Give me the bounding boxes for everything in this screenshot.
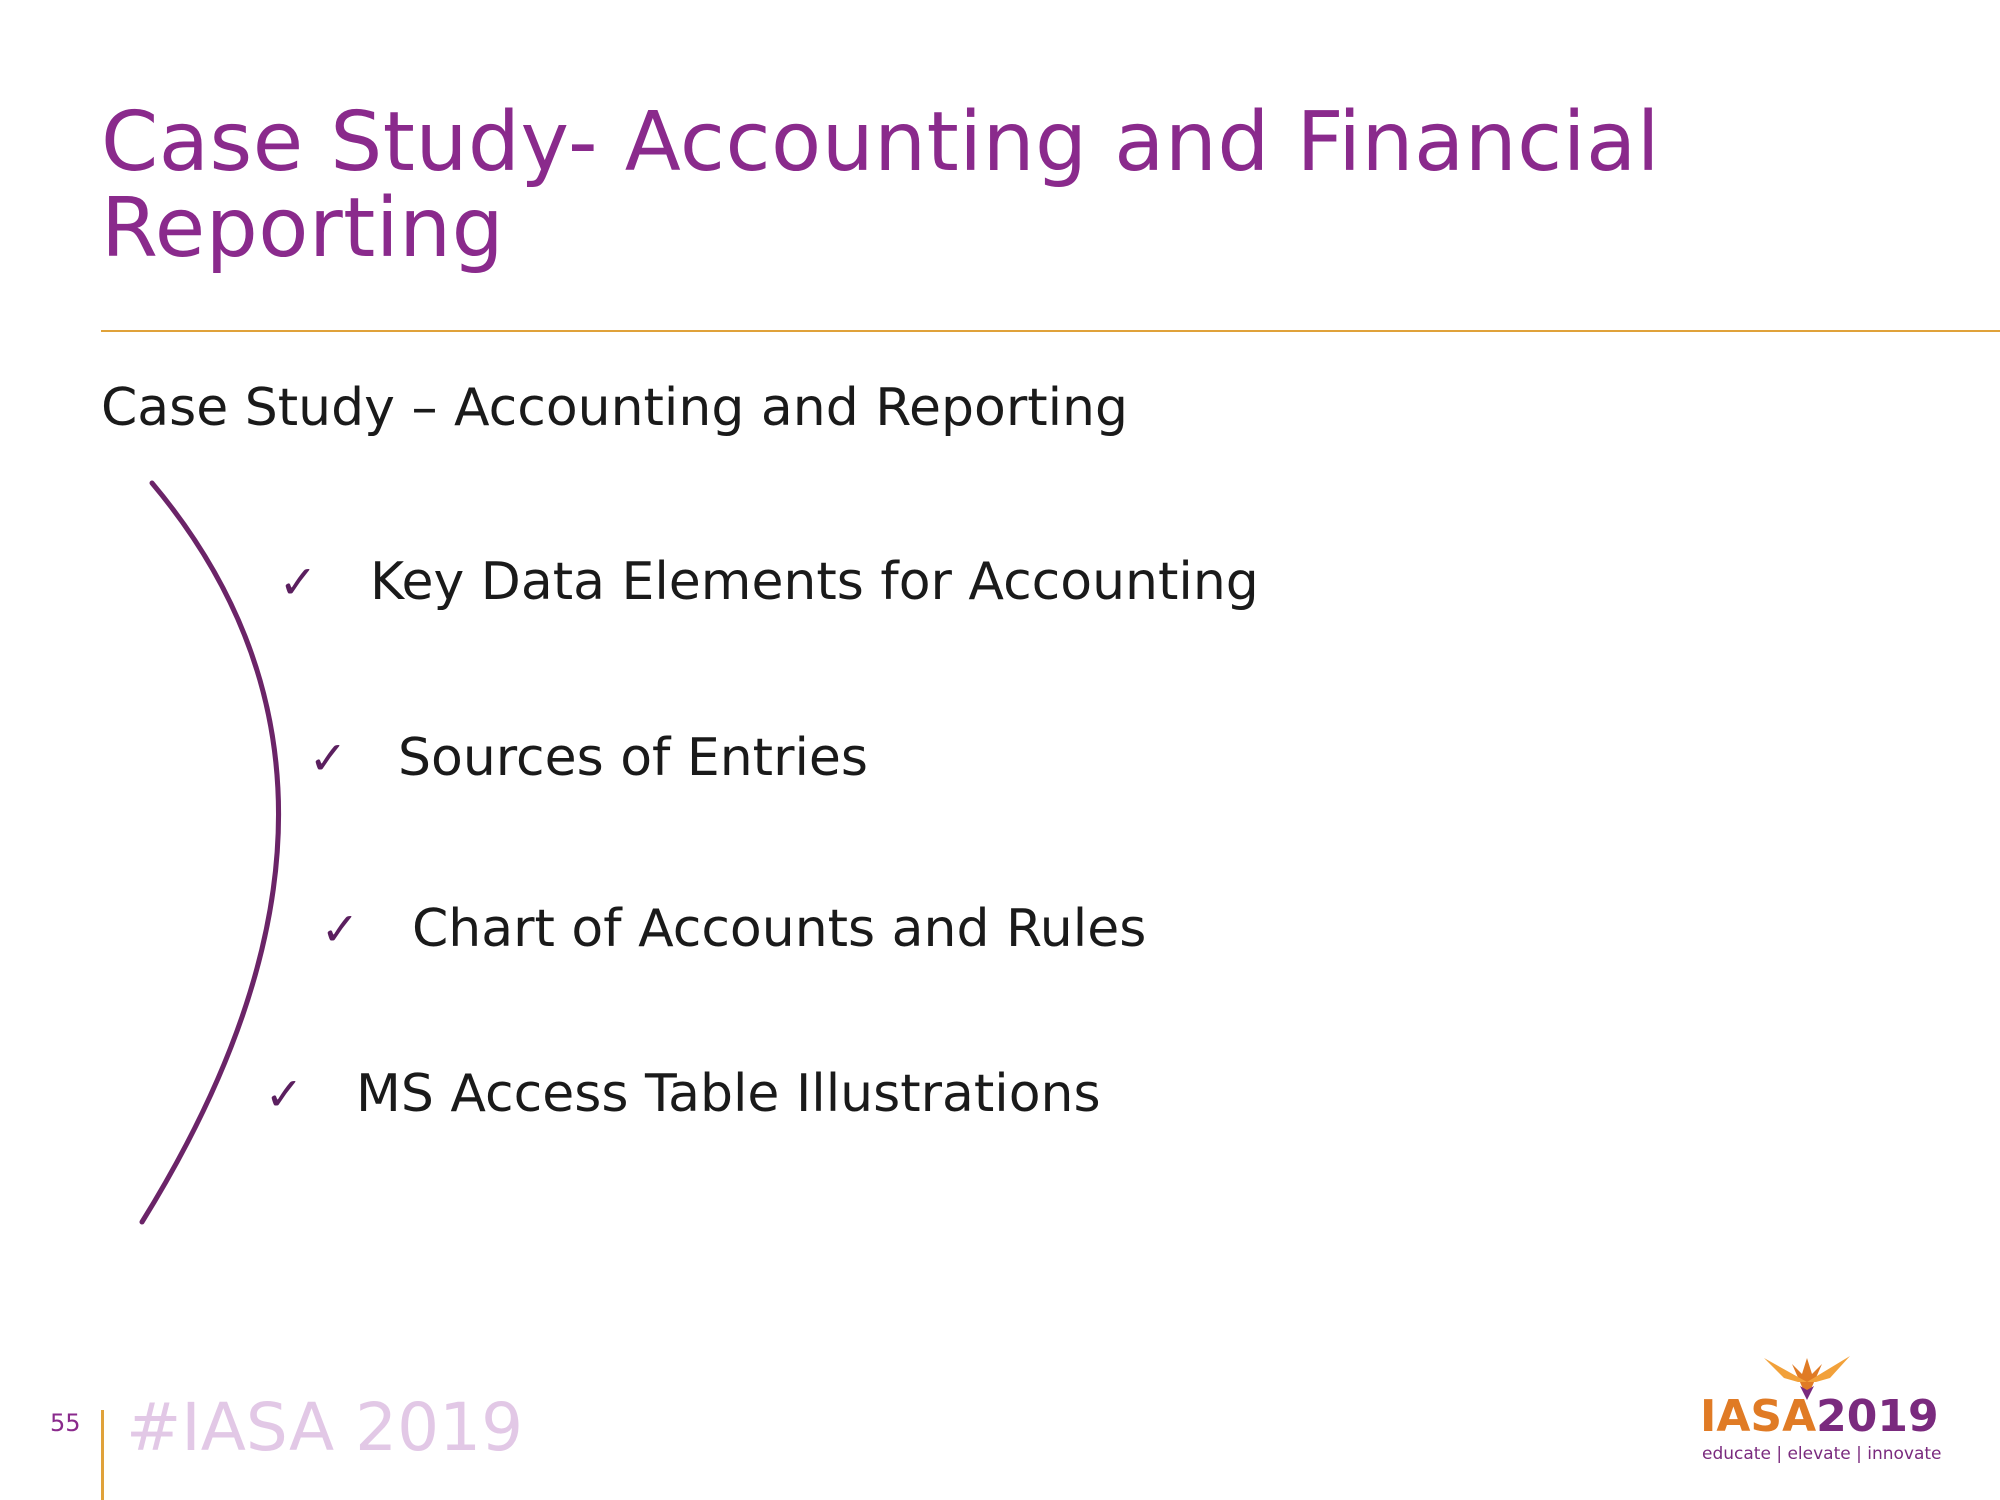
footer-divider <box>101 1410 104 1500</box>
slide-subtitle: Case Study – Accounting and Reporting <box>101 378 1129 438</box>
checkmark-icon: ✓ <box>278 555 318 609</box>
logo-tagline: educate | elevate | innovate <box>1702 1444 1942 1464</box>
list-item-label: MS Access Table Illustrations <box>356 1064 1101 1124</box>
event-hashtag: #IASA 2019 <box>126 1389 524 1466</box>
list-item <box>276 552 1259 612</box>
logo-name: IASA <box>1700 1391 1817 1442</box>
list-item <box>262 1064 1101 1124</box>
checkmark-icon: ✓ <box>264 1067 304 1121</box>
checkmark-icon: ✓ <box>320 902 360 956</box>
logo-wordmark <box>1700 1392 1939 1442</box>
list-item <box>306 728 868 788</box>
checkmark-icon: ✓ <box>308 731 348 785</box>
list-item <box>318 899 1146 959</box>
list-item-label: Chart of Accounts and Rules <box>412 899 1147 959</box>
slide-title: Case Study- Accounting and Financial Reporting <box>101 95 1661 276</box>
list-item-label: Sources of Entries <box>398 728 868 788</box>
logo-year: 2019 <box>1816 1391 1939 1442</box>
iasa-logo <box>1690 1352 1950 1462</box>
list-item-label: Key Data Elements for Accounting <box>370 552 1259 612</box>
page-number: 55 <box>50 1409 81 1437</box>
